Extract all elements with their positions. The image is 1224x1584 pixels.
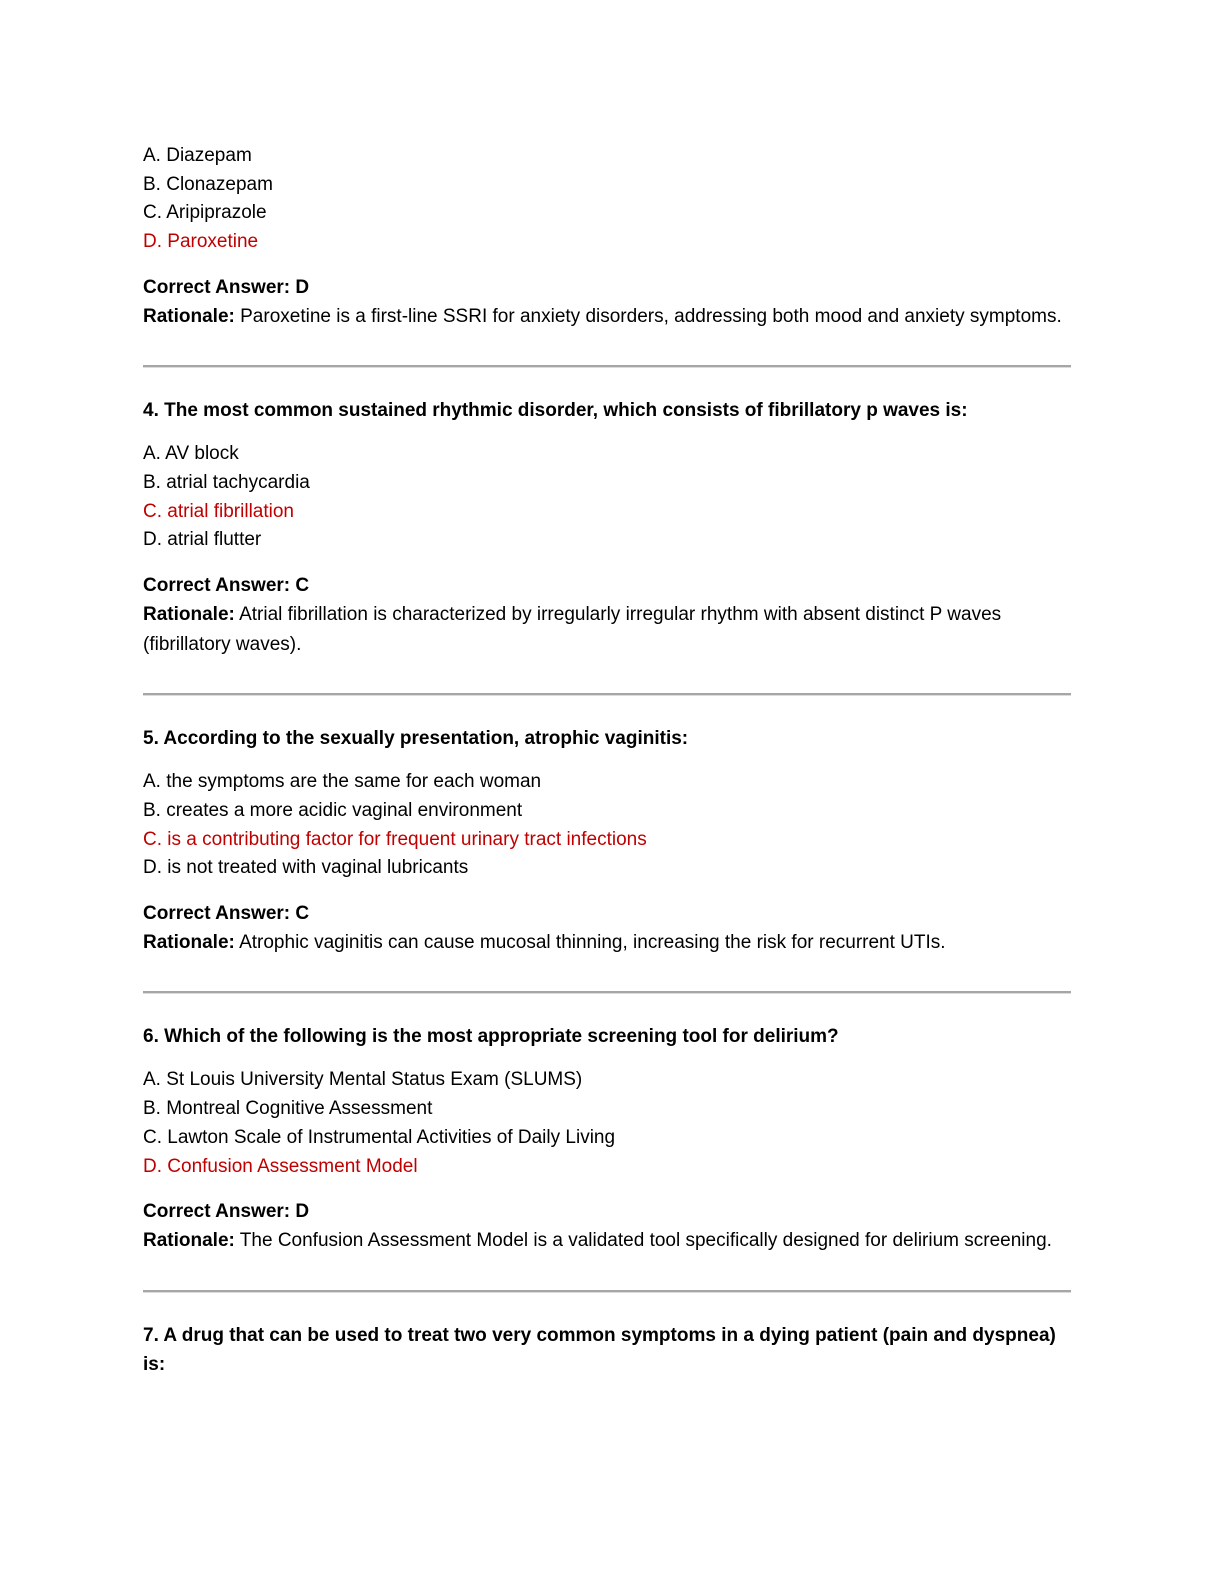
- rationale: [143, 600, 1071, 659]
- option-d-correct: D. Confusion Assessment Model: [143, 1155, 418, 1177]
- rationale-text: The Confusion Assessment Model is a validated tool specifically designed for delirium screening.: [234, 1230, 1052, 1252]
- option-a: A. the symptoms are the same for each woman: [143, 771, 542, 793]
- option-a: A. Diazepam: [143, 145, 252, 166]
- correct-answer: Correct Answer: D: [143, 1201, 310, 1223]
- rationale: [143, 1226, 1071, 1256]
- option-d: D. atrial flutter: [143, 529, 262, 551]
- option-b: B. creates a more acidic vaginal environment: [143, 799, 523, 821]
- correct-answer: Correct Answer: D: [143, 276, 310, 298]
- question-4-block: [143, 396, 1071, 659]
- rationale-label: Rationale:: [143, 1230, 235, 1252]
- rationale-label: Rationale:: [143, 305, 235, 327]
- rationale-label: Rationale:: [143, 931, 235, 953]
- question-7-text: 7. A drug that can be used to treat two very common symptoms in a dying patient (pain and dyspnea) is:: [143, 1324, 1056, 1375]
- rationale: [143, 928, 1071, 958]
- option-d-correct: D. Paroxetine: [143, 231, 259, 253]
- question-6-text: 6. Which of the following is the most appropriate screening tool for delirium?: [143, 1026, 839, 1048]
- document-page: [143, 142, 1071, 1379]
- rationale: [143, 302, 1071, 332]
- question-4-text: 4. The most common sustained rhythmic disorder, which consists of fibrillatory p waves is:: [143, 400, 968, 422]
- option-c-correct: C. is a contributing factor for frequent urinary tract infections: [143, 828, 647, 850]
- option-c-correct: C. atrial fibrillation: [143, 500, 294, 522]
- rationale-text: Atrophic vaginitis can cause mucosal thinning, increasing the risk for recurrent UTIs.: [234, 931, 946, 953]
- question-5-text: 5. According to the sexually presentation, atrophic vaginitis:: [143, 728, 689, 750]
- option-c: C. Lawton Scale of Instrumental Activities of Daily Living: [143, 1126, 616, 1148]
- question-7-block: [143, 1321, 1071, 1379]
- correct-answer: Correct Answer: C: [143, 902, 310, 924]
- option-b: B. atrial tachycardia: [143, 472, 310, 494]
- question-6-block: [143, 1022, 1071, 1255]
- question-5-block: [143, 724, 1071, 957]
- question-3-block: [143, 142, 1071, 331]
- rationale-text: Paroxetine is a first-line SSRI for anxiety disorders, addressing both mood and anxiety symptoms.: [234, 305, 1062, 327]
- option-b: B. Montreal Cognitive Assessment: [143, 1098, 433, 1120]
- option-a: A. St Louis University Mental Status Exam (SLUMS): [143, 1069, 583, 1091]
- option-d: D. is not treated with vaginal lubricants: [143, 857, 469, 879]
- option-c: C. Aripiprazole: [143, 202, 267, 224]
- option-b: B. Clonazepam: [143, 173, 273, 195]
- option-a: A. AV block: [143, 443, 239, 465]
- rationale-label: Rationale:: [143, 604, 235, 626]
- correct-answer: Correct Answer: C: [143, 575, 310, 597]
- rationale-text: Atrial fibrillation is characterized by irregularly irregular rhythm with absent distinct P waves (fibrillatory waves).: [143, 604, 1002, 655]
